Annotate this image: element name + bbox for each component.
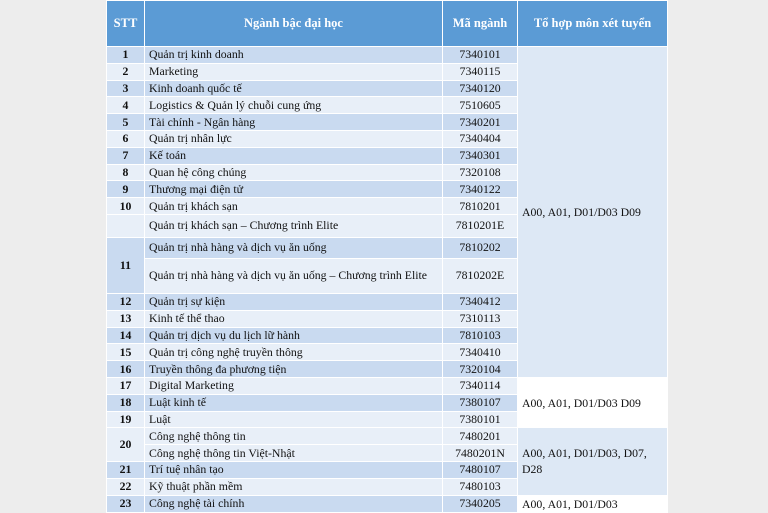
- row-name: Quản trị sự kiện: [145, 293, 443, 310]
- row-name: Logistics & Quản lý chuỗi cung ứng: [145, 97, 443, 114]
- row-stt: 8: [107, 164, 145, 181]
- row-stt: 21: [107, 461, 145, 478]
- row-name: Kinh tế thể thao: [145, 310, 443, 327]
- header-row: [107, 1, 668, 47]
- table-row: [107, 377, 668, 394]
- header-stt: STT: [107, 1, 145, 47]
- row-stt: 4: [107, 97, 145, 114]
- row-code: 7340404: [443, 130, 518, 147]
- row-code: 7340114: [443, 377, 518, 394]
- row-name: Marketing: [145, 63, 443, 80]
- row-code: 7480107: [443, 461, 518, 478]
- row-stt: 9: [107, 181, 145, 198]
- row-stt: 6: [107, 130, 145, 147]
- row-name: Kỹ thuật phần mềm: [145, 478, 443, 495]
- row-name: Công nghệ tài chính: [145, 495, 443, 512]
- row-code: 7340122: [443, 181, 518, 198]
- row-name: Thương mại điện tử: [145, 181, 443, 198]
- row-stt: 12: [107, 293, 145, 310]
- row-code: 7480103: [443, 478, 518, 495]
- row-stt: 3: [107, 80, 145, 97]
- row-code: 7380107: [443, 394, 518, 411]
- row-name: Quản trị kinh doanh: [145, 47, 443, 64]
- row-stt: 18: [107, 394, 145, 411]
- row-name: Quản trị nhà hàng và dịch vụ ăn uống: [145, 237, 443, 258]
- row-name: Quản trị khách sạn: [145, 198, 443, 215]
- row-code: 7340412: [443, 293, 518, 310]
- row-name: Công nghệ thông tin Việt-Nhật: [145, 445, 443, 462]
- row-name: Quản trị khách sạn – Chương trình Elite: [145, 214, 443, 237]
- admissions-table: [106, 0, 668, 513]
- row-stt: 17: [107, 377, 145, 394]
- row-code: 7380101: [443, 411, 518, 428]
- row-code: 7340115: [443, 63, 518, 80]
- header-combo: Tổ hợp môn xét tuyển: [518, 1, 668, 47]
- combo-group-3: A00, A01, D01/D03, D07, D28: [518, 428, 668, 495]
- row-name: Luật: [145, 411, 443, 428]
- row-code: 7340301: [443, 147, 518, 164]
- table-row: [107, 428, 668, 445]
- row-code: 7310113: [443, 310, 518, 327]
- row-stt: 20: [107, 428, 145, 462]
- row-stt: 22: [107, 478, 145, 495]
- row-code: 7810202: [443, 237, 518, 258]
- row-stt: 16: [107, 361, 145, 378]
- row-code: 7510605: [443, 97, 518, 114]
- combo-group-1: A00, A01, D01/D03 D09: [518, 47, 668, 378]
- combo-group-2: A00, A01, D01/D03 D09: [518, 377, 668, 427]
- row-name: Quản trị nhân lực: [145, 130, 443, 147]
- row-stt: 15: [107, 344, 145, 361]
- row-code: 7810103: [443, 327, 518, 344]
- row-code: 7320104: [443, 361, 518, 378]
- row-code: 7480201N: [443, 445, 518, 462]
- row-name: Kinh doanh quốc tế: [145, 80, 443, 97]
- row-name: Tài chính - Ngân hàng: [145, 114, 443, 131]
- row-stt: 19: [107, 411, 145, 428]
- admissions-table-frame: [106, 0, 667, 511]
- row-code: 7810201E: [443, 214, 518, 237]
- header-code: Mã ngành: [443, 1, 518, 47]
- row-code: 7340201: [443, 114, 518, 131]
- row-code: 7340410: [443, 344, 518, 361]
- row-name: Quản trị dịch vụ du lịch lữ hành: [145, 327, 443, 344]
- row-name: Quan hệ công chúng: [145, 164, 443, 181]
- row-name: Quản trị nhà hàng và dịch vụ ăn uống – Chương trình Elite: [145, 258, 443, 293]
- row-code: 7340101: [443, 47, 518, 64]
- row-code: 7810201: [443, 198, 518, 215]
- row-stt: 2: [107, 63, 145, 80]
- row-name: Công nghệ thông tin: [145, 428, 443, 445]
- row-name: Truyền thông đa phương tiện: [145, 361, 443, 378]
- row-name: Luật kinh tế: [145, 394, 443, 411]
- row-stt: 11: [107, 237, 145, 293]
- row-stt: 10: [107, 198, 145, 215]
- row-code: 7810202E: [443, 258, 518, 293]
- row-name: Digital Marketing: [145, 377, 443, 394]
- row-stt: 23: [107, 495, 145, 512]
- row-code: 7340205: [443, 495, 518, 512]
- combo-group-4: A00, A01, D01/D03: [518, 495, 668, 512]
- row-stt: 5: [107, 114, 145, 131]
- table-row: [107, 495, 668, 512]
- row-name: Trí tuệ nhân tạo: [145, 461, 443, 478]
- row-stt: 13: [107, 310, 145, 327]
- row-name: Quản trị công nghệ truyền thông: [145, 344, 443, 361]
- row-code: 7340120: [443, 80, 518, 97]
- row-name: Kế toán: [145, 147, 443, 164]
- row-stt: [107, 214, 145, 237]
- row-code: 7480201: [443, 428, 518, 445]
- header-name: Ngành bậc đại học: [145, 1, 443, 47]
- row-code: 7320108: [443, 164, 518, 181]
- table-row: [107, 47, 668, 64]
- row-stt: 7: [107, 147, 145, 164]
- row-stt: 14: [107, 327, 145, 344]
- row-stt: 1: [107, 47, 145, 64]
